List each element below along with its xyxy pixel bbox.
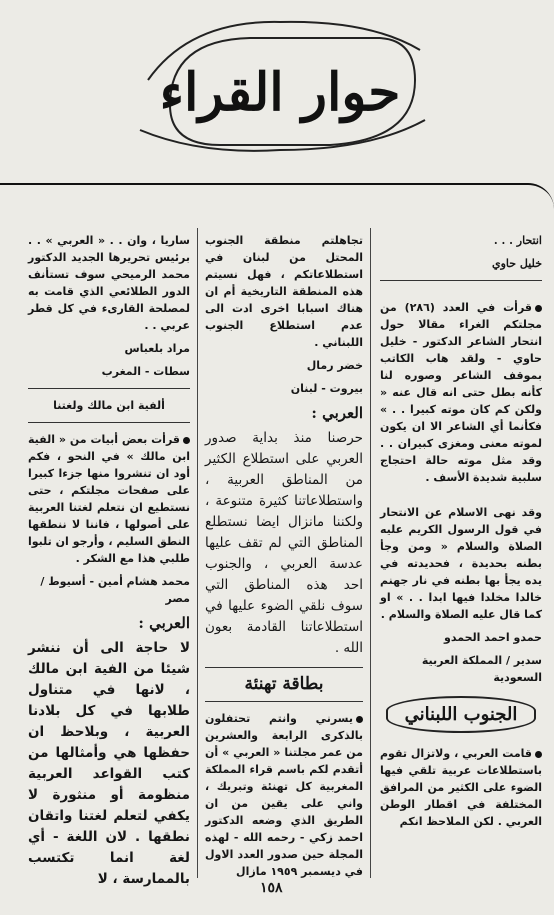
column-left: [28, 232, 190, 896]
column-right: [380, 232, 542, 836]
section-title-boxed: الجنوب اللبناني: [386, 696, 536, 733]
bullet-icon: [535, 305, 542, 312]
letter-paragraph: وقد نهى الاسلام عن الانتحار في قول الرسول الكريم عليه الصلاة والسلام « ومن وجأ بطنه بحديدة ، فحديدته في يده يجأ بها بطنه في نار جهنم خالدا مخلدا فيها ابدا . . » او كما قال عليه الصلاة والسلام .: [380, 506, 542, 621]
signature-name: حمدو احمد الحمدو: [444, 631, 542, 644]
column-rule-left: [197, 228, 198, 878]
reply-label: العربي :: [311, 404, 363, 422]
bullet-icon: [535, 751, 542, 758]
letter-paragraph: تجاهلتم منطقة الجنوب المحتل من لبنان في استطلاعاتكم ، فهل نسيتم هذه المنطقة التاريخية أم ان هناك اسبابا اخرى ادت الى عدم استطلاع الجنوب اللبناني .: [205, 234, 363, 349]
signature-name: محمد هشام أمين - أسيوط / مصر: [40, 575, 190, 605]
letter-paragraph: يسرني وانتم تحتفلون بالذكرى الرابعة والعشرين من عمر مجلتنا « العربي » أن أتقدم لكم باسم قراء المملكة المغربية كل تهنئة وتبريك ، واني على يقين من ان الطريق الذي وضعه الدكتور احمد زكي - رحمه الله - لهذه المجلة حين صدور العدد الاول في ديسمبر ١٩٥٩ مازال: [205, 712, 363, 878]
reply-label: العربي :: [138, 614, 190, 632]
signature-place: بيروت - لبنان: [290, 382, 363, 395]
letter-paragraph: قامت العربي ، ولاتزال تقوم باستطلاعات عربية تلقي فيها الضوء على الكثير من المرافق المختلفة في اقطار الوطن العربي . لكن الملاحظ انكم: [380, 747, 542, 828]
bullet-icon: [183, 437, 190, 444]
article-title-line1: انتحار . . .: [493, 234, 542, 247]
divider: [28, 422, 190, 423]
bullet-icon: [356, 716, 363, 723]
letter-paragraph: قرأت في العدد (٢٨٦) من مجلتكم الغراء مقالا حول انتحار الشاعر الدكتور - خليل حاوي - ولقد هاب الكاتب بموقف الشاعر وصوره لنا كأنه بطل حتى انه قال عنه « ولكن كم كان موته كبيرا . . » فكأنما أي الشاعر الا ان يكون لموته معنى ومغزى كبيران . . وقد مثل موته حالة احتجاج سلبية شديدة الأسف .: [380, 301, 542, 484]
divider: [205, 701, 363, 702]
section-title: بطاقة تهنئة: [244, 674, 324, 694]
masthead-title: حوار القراء: [159, 62, 401, 123]
signature-place: سطات - المغرب: [101, 365, 190, 378]
column-rule-right: [370, 228, 371, 878]
reply-paragraph: حرصنا منذ بداية صدور العربي على استطلاع الكثير من المناطق العربية ، واستطلاعاتنا كثيرة متنوعة ، ولكننا مانزال ايضا نستطلع المناطق التي لم تقف عليها عدسة العربي ، والجنوب احد هذه المناطق التي سوف نلقي الضوء عليها في استطلاعاتنا القادمة بعون الله .: [205, 430, 363, 656]
signature-name: خضر رمال: [306, 359, 363, 372]
reply-paragraph: لا حاجة الى أن ننشر شيئا من الفية ابن مالك ، لانها في متناول طلابها في كل بلادنا العربية ، وبلاحظ ان حفظها هي وأمثالها من كتب القواعد العربية منظومة أو منثورة لا يكفي لتعلم لغتنا واتقان نطقها . لان اللغة - أي لغة انما تكتسب بالممارسة ، لا: [28, 640, 190, 887]
divider: [28, 388, 190, 389]
signature-place: سدير / المملكة العربية السعودية: [421, 654, 542, 684]
section-title: ألفية ابن مالك ولغتنا: [53, 399, 165, 412]
masthead-logo: [130, 10, 430, 160]
divider: [380, 280, 542, 281]
signature-name: مراد بلعباس: [124, 342, 190, 355]
letter-paragraph: قرأت بعض أبيات من « الفية ابن مالك » في النحو ، فكم أود ان تنشروا منها جزءا كبيرا على صفحات مجلتكم ، حتى نستطيع ان نتعلم لغتنا العربية على أصولها ، فاننا لا ننطقها النطق السليم ، وأرجو ان تلبوا طلبي هذا مع الشكر .: [28, 433, 190, 565]
letter-paragraph: ساريا ، وان . . « العربي » . . برئيس تحريرها الجديد الدكتور محمد الرميحي سوف تستأنف الدور الطلائعي الذي قامت به لمصلحة القارىء في كل قطر عربي . .: [28, 234, 190, 332]
header-band: [0, 183, 554, 209]
article-title-line2: خليل حاوي: [492, 257, 542, 270]
column-middle: [205, 232, 363, 886]
page-number: ١٥٨: [260, 880, 283, 896]
divider: [205, 667, 363, 668]
